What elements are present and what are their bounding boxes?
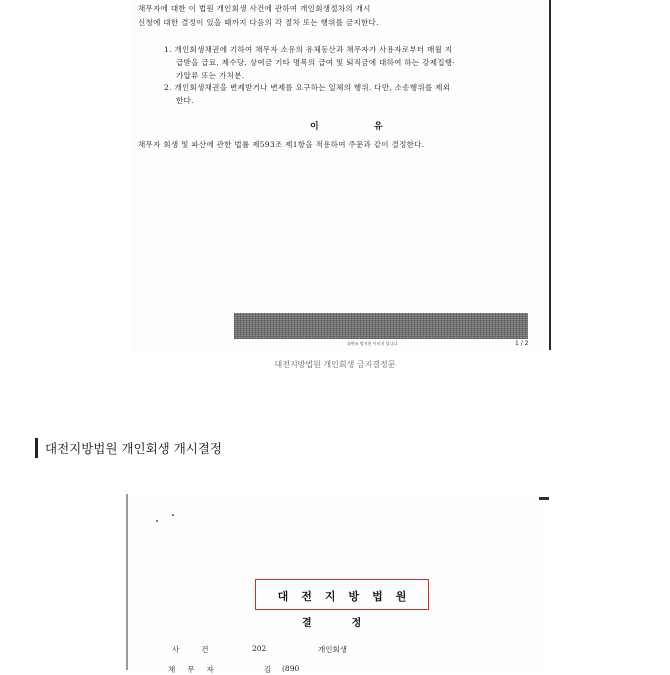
reason-heading: 이 유: [310, 122, 409, 132]
section-title: 대전지방법원 개인회생 개시결정: [45, 441, 222, 456]
document-edge: [126, 494, 128, 670]
doc-line: 2. 개인회생채권을 변제받거나 변제를 요구하는 일체의 행위. 다만, 소송행위를 제외: [164, 83, 451, 92]
court-name-highlight-box: [255, 579, 429, 610]
anti-forgery-strip: [234, 313, 528, 339]
anti-forgery-note: 위변조 방지용 이미지 입니다.: [347, 341, 399, 346]
doc-line: 신청에 대한 결정이 있을 때까지 다음의 각 절차 또는 행위를 금지한다.: [138, 18, 379, 27]
section-heading-bar: [35, 438, 38, 458]
image-caption: 대전지방법원 개인회생 금지결정문: [274, 360, 396, 369]
doc-line: 가압류 또는 가처분.: [176, 71, 245, 80]
debtor-label: 채무자: [168, 665, 226, 674]
doc-line: 한다.: [176, 96, 194, 105]
case-number: 202: [252, 644, 267, 653]
debtor-id: (890: [282, 664, 300, 673]
doc-line: 1. 개인회생채권에 기하여 채무자 소유의 유체동산과 채무자가 사용자로부터 매월 지: [164, 45, 453, 54]
debtor-name: 김: [264, 665, 272, 674]
doc-line: 채무자에 대한 이 법원 개인회생 사건에 관하여 개인회생절차의 개시: [138, 4, 371, 13]
scan-mark: [539, 497, 549, 500]
scanned-document-top: [132, 0, 550, 350]
document-edge: [549, 0, 551, 350]
case-type: 개인회생: [318, 645, 347, 654]
scan-speck: [172, 514, 174, 516]
court-name: 대전지방법원: [277, 590, 420, 603]
scan-speck: [156, 520, 158, 522]
page-number: 1 / 2: [515, 340, 529, 347]
doc-line: 급받을 급료, 제수당, 상여금 기타 명목의 급여 및 퇴직금에 대하여 하는 강제집행·: [176, 58, 456, 67]
reason-line: 채무자 회생 및 파산에 관한 법률 제593조 제1항을 적용하여 주문과 같이 결정한다.: [138, 140, 425, 149]
case-label: 사건: [172, 645, 231, 654]
scanned-document-bottom: [126, 494, 546, 674]
decision-title: 결정: [302, 618, 402, 629]
